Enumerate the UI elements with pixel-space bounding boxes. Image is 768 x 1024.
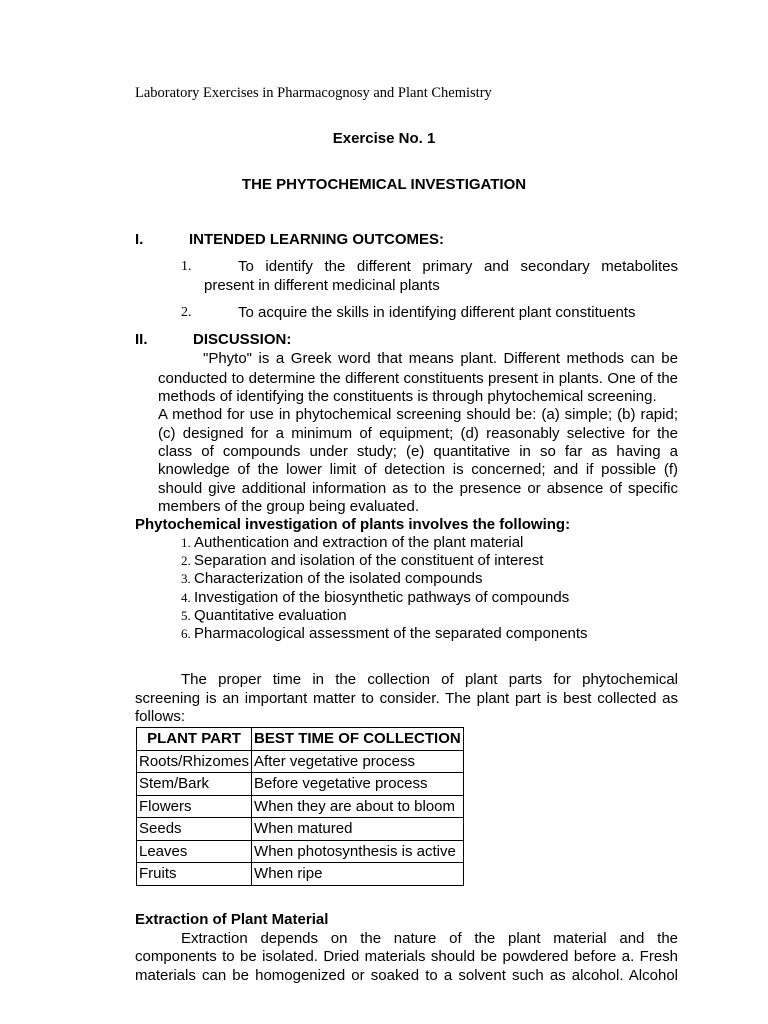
list-item — [181, 607, 588, 625]
outcome-1-line1: To identify the different primary and secondary metabolites — [238, 258, 678, 275]
cell-plant-part: Seeds — [137, 818, 252, 841]
collection-time-table — [136, 727, 464, 886]
step-number: 2. — [181, 553, 191, 569]
outcome-2-number: 2. — [181, 305, 192, 320]
table-row — [137, 818, 464, 841]
section-2-number: II. — [135, 331, 148, 348]
step-text: Authentication and extraction of the plant material — [194, 534, 524, 551]
step-text: Separation and isolation of the constituent of interest — [194, 552, 544, 570]
cell-best-time: After vegetative process — [252, 750, 464, 773]
collection-line1: The proper time in the collection of plant parts for phytochemical — [181, 671, 678, 688]
section-2-title: DISCUSSION: — [193, 331, 292, 348]
discussion-p2-line6: members of the group being evaluated. — [158, 498, 419, 515]
step-text: Quantitative evaluation — [194, 606, 347, 624]
cell-plant-part: Roots/Rhizomes — [137, 750, 252, 773]
discussion-p2-line3: class of compounds under study; (e) quantitative in so far as having a — [158, 443, 678, 460]
list-item — [181, 552, 588, 570]
cell-best-time: When matured — [252, 818, 464, 841]
step-text: Characterization of the isolated compounds — [194, 570, 483, 588]
step-number: 5. — [181, 607, 191, 623]
extraction-line3: materials can be homogenized or soaked to a solvent such as alcohol. Alcohol — [135, 967, 678, 984]
cell-best-time: When photosynthesis is active — [252, 840, 464, 863]
section-1-title: INTENDED LEARNING OUTCOMES: — [189, 231, 444, 248]
outcome-1-line2: present in different medicinal plants — [204, 277, 440, 294]
discussion-p1-line2: conducted to determine the different constituents present in plants. One of the — [158, 370, 678, 387]
discussion-p2-line2: (c) designed for a minimum of equipment; (d) reasonably selective for the — [158, 425, 678, 442]
cell-plant-part: Leaves — [137, 840, 252, 863]
discussion-p2-line5: should give additional information as to the presence or absence of specific — [158, 480, 678, 497]
cell-plant-part: Flowers — [137, 795, 252, 818]
investigation-steps — [181, 534, 588, 643]
column-header-best-time: BEST TIME OF COLLECTION — [252, 728, 464, 751]
table-row — [137, 795, 464, 818]
extraction-line1: Extraction depends on the nature of the plant material and the — [181, 930, 678, 947]
discussion-p2-line1: A method for use in phytochemical screening should be: (a) simple; (b) rapid; — [158, 406, 678, 423]
cell-best-time: Before vegetative process — [252, 773, 464, 796]
section-1-number: I. — [135, 231, 144, 248]
table-row — [137, 840, 464, 863]
cell-best-time: When ripe — [252, 863, 464, 886]
outcome-1-number: 1. — [181, 259, 192, 274]
list-item — [181, 589, 588, 607]
cell-plant-part: Fruits — [137, 863, 252, 886]
discussion-p1-line1: "Phyto" is a Greek word that means plant. Different methods can be — [203, 350, 678, 367]
cell-plant-part: Stem/Bark — [137, 773, 252, 796]
step-number: 4. — [181, 589, 191, 605]
table-row — [137, 750, 464, 773]
extraction-line2: components to be isolated. Dried materials should be powdered before a. Fresh — [135, 948, 678, 965]
step-number: 3. — [181, 571, 191, 587]
extraction-heading: Extraction of Plant Material — [135, 911, 329, 928]
outcome-2-line1: To acquire the skills in identifying different plant constituents — [238, 304, 636, 321]
exercise-number: Exercise No. 1 — [332, 130, 436, 147]
step-number: 1. — [181, 535, 191, 550]
page-title: THE PHYTOCHEMICAL INVESTIGATION — [241, 176, 527, 193]
cell-best-time: When they are about to bloom — [252, 795, 464, 818]
table-header-row — [137, 728, 464, 751]
column-header-plant-part: PLANT PART — [137, 728, 252, 751]
step-number: 6. — [181, 625, 191, 641]
collection-line2: screening is an important matter to consider. The plant part is best collected as — [135, 690, 678, 707]
table-row — [137, 773, 464, 796]
step-text: Investigation of the biosynthetic pathways of compounds — [194, 588, 570, 606]
list-item — [181, 570, 588, 588]
step-text: Pharmacological assessment of the separated components — [194, 624, 588, 642]
list-item — [181, 534, 588, 552]
discussion-p1-line3: methods of identifying the constituents is through phytochemical screening. — [158, 388, 657, 405]
list-item — [181, 625, 588, 643]
running-header: Laboratory Exercises in Pharmacognosy and Plant Chemistry — [135, 85, 492, 101]
investigation-heading: Phytochemical investigation of plants involves the following: — [135, 516, 571, 533]
table-row — [137, 863, 464, 886]
discussion-p2-line4: knowledge of the lower limit of detection is concerned; and if possible (f) — [158, 461, 678, 478]
collection-line3: follows: — [135, 708, 186, 725]
